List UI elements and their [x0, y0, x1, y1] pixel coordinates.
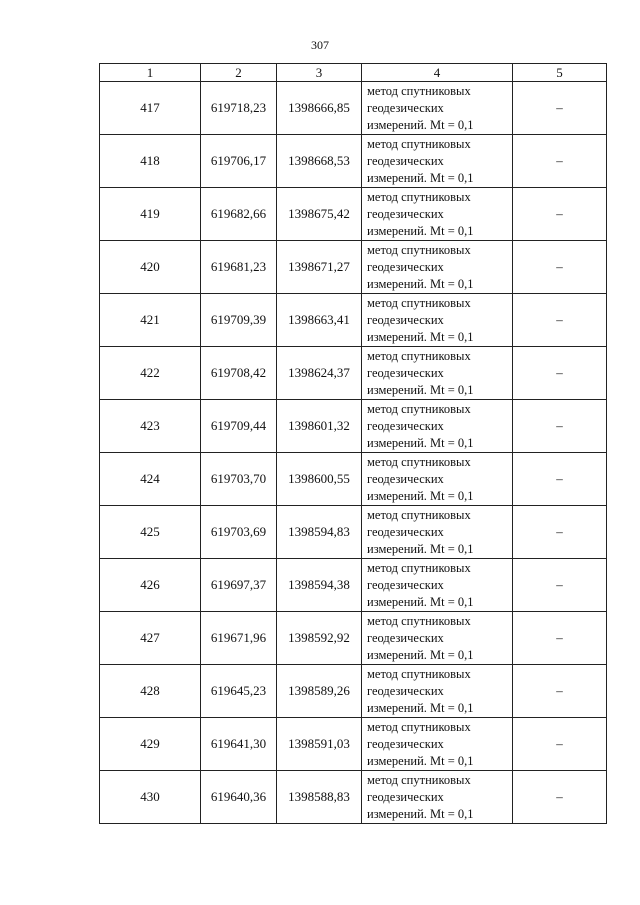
y-coordinate-cell: 1398588,83 — [277, 771, 362, 824]
method-line: геодезических — [367, 312, 444, 327]
description-cell: – — [513, 665, 607, 718]
method-cell — [362, 612, 513, 665]
method-cell — [362, 559, 513, 612]
method-line: геодезических — [367, 736, 444, 751]
description-cell: – — [513, 188, 607, 241]
method-line: метод спутниковых — [367, 83, 471, 98]
method-line: геодезических — [367, 153, 444, 168]
table-row — [100, 135, 607, 188]
method-line: метод спутниковых — [367, 772, 471, 787]
method-line: измерений. Mt = 0,1 — [367, 382, 474, 397]
method-line: измерений. Mt = 0,1 — [367, 753, 474, 768]
point-number-cell: 426 — [100, 559, 201, 612]
y-coordinate-cell: 1398592,92 — [277, 612, 362, 665]
description-cell: – — [513, 347, 607, 400]
method-cell — [362, 718, 513, 771]
method-line: измерений. Mt = 0,1 — [367, 488, 474, 503]
x-coordinate-cell: 619645,23 — [201, 665, 277, 718]
column-header-1: 1 — [100, 64, 201, 82]
x-coordinate-cell: 619697,37 — [201, 559, 277, 612]
method-cell — [362, 135, 513, 188]
point-number-cell: 418 — [100, 135, 201, 188]
description-cell: – — [513, 82, 607, 135]
y-coordinate-cell: 1398594,83 — [277, 506, 362, 559]
method-line: метод спутниковых — [367, 401, 471, 416]
point-number-cell: 420 — [100, 241, 201, 294]
description-cell: – — [513, 400, 607, 453]
method-line: геодезических — [367, 524, 444, 539]
method-line: измерений. Mt = 0,1 — [367, 223, 474, 238]
table-row — [100, 665, 607, 718]
x-coordinate-cell: 619708,42 — [201, 347, 277, 400]
method-line: геодезических — [367, 100, 444, 115]
y-coordinate-cell: 1398591,03 — [277, 718, 362, 771]
method-line: геодезических — [367, 471, 444, 486]
x-coordinate-cell: 619703,69 — [201, 506, 277, 559]
method-line: метод спутниковых — [367, 454, 471, 469]
method-cell — [362, 506, 513, 559]
method-line: измерений. Mt = 0,1 — [367, 170, 474, 185]
point-number-cell: 430 — [100, 771, 201, 824]
description-cell: – — [513, 559, 607, 612]
method-cell — [362, 82, 513, 135]
method-cell — [362, 771, 513, 824]
method-cell — [362, 241, 513, 294]
description-cell: – — [513, 241, 607, 294]
description-cell: – — [513, 135, 607, 188]
x-coordinate-cell: 619718,23 — [201, 82, 277, 135]
coordinates-table — [99, 63, 607, 824]
y-coordinate-cell: 1398594,38 — [277, 559, 362, 612]
method-line: геодезических — [367, 259, 444, 274]
table-row — [100, 506, 607, 559]
method-line: геодезических — [367, 630, 444, 645]
table-header-row — [100, 64, 607, 82]
method-line: измерений. Mt = 0,1 — [367, 117, 474, 132]
point-number-cell: 427 — [100, 612, 201, 665]
x-coordinate-cell: 619709,44 — [201, 400, 277, 453]
method-line: геодезических — [367, 418, 444, 433]
x-coordinate-cell: 619641,30 — [201, 718, 277, 771]
method-line: измерений. Mt = 0,1 — [367, 647, 474, 662]
method-line: геодезических — [367, 789, 444, 804]
y-coordinate-cell: 1398675,42 — [277, 188, 362, 241]
method-line: метод спутниковых — [367, 719, 471, 734]
table-row — [100, 453, 607, 506]
method-line: измерений. Mt = 0,1 — [367, 594, 474, 609]
point-number-cell: 419 — [100, 188, 201, 241]
table-row — [100, 559, 607, 612]
method-line: метод спутниковых — [367, 348, 471, 363]
x-coordinate-cell: 619640,36 — [201, 771, 277, 824]
description-cell: – — [513, 612, 607, 665]
point-number-cell: 428 — [100, 665, 201, 718]
method-line: метод спутниковых — [367, 242, 471, 257]
method-line: метод спутниковых — [367, 507, 471, 522]
point-number-cell: 417 — [100, 82, 201, 135]
method-line: измерений. Mt = 0,1 — [367, 329, 474, 344]
table-row — [100, 347, 607, 400]
description-cell: – — [513, 294, 607, 347]
x-coordinate-cell: 619671,96 — [201, 612, 277, 665]
method-line: геодезических — [367, 683, 444, 698]
method-line: метод спутниковых — [367, 136, 471, 151]
method-cell — [362, 665, 513, 718]
method-cell — [362, 347, 513, 400]
description-cell: – — [513, 718, 607, 771]
description-cell: – — [513, 771, 607, 824]
method-line: геодезических — [367, 206, 444, 221]
point-number-cell: 422 — [100, 347, 201, 400]
y-coordinate-cell: 1398671,27 — [277, 241, 362, 294]
table-row — [100, 400, 607, 453]
x-coordinate-cell: 619706,17 — [201, 135, 277, 188]
method-cell — [362, 453, 513, 506]
x-coordinate-cell: 619682,66 — [201, 188, 277, 241]
description-cell: – — [513, 453, 607, 506]
table-row — [100, 188, 607, 241]
method-cell — [362, 188, 513, 241]
column-header-3: 3 — [277, 64, 362, 82]
y-coordinate-cell: 1398600,55 — [277, 453, 362, 506]
x-coordinate-cell: 619709,39 — [201, 294, 277, 347]
table-row — [100, 241, 607, 294]
method-line: измерений. Mt = 0,1 — [367, 806, 474, 821]
column-header-2: 2 — [201, 64, 277, 82]
table-row — [100, 294, 607, 347]
x-coordinate-cell: 619681,23 — [201, 241, 277, 294]
table-row — [100, 82, 607, 135]
method-line: измерений. Mt = 0,1 — [367, 435, 474, 450]
method-line: измерений. Mt = 0,1 — [367, 541, 474, 556]
description-cell: – — [513, 506, 607, 559]
x-coordinate-cell: 619703,70 — [201, 453, 277, 506]
method-line: измерений. Mt = 0,1 — [367, 700, 474, 715]
y-coordinate-cell: 1398668,53 — [277, 135, 362, 188]
point-number-cell: 424 — [100, 453, 201, 506]
method-line: метод спутниковых — [367, 666, 471, 681]
method-line: геодезических — [367, 577, 444, 592]
method-line: метод спутниковых — [367, 560, 471, 575]
method-cell — [362, 400, 513, 453]
y-coordinate-cell: 1398666,85 — [277, 82, 362, 135]
method-line: измерений. Mt = 0,1 — [367, 276, 474, 291]
y-coordinate-cell: 1398601,32 — [277, 400, 362, 453]
method-line: метод спутниковых — [367, 613, 471, 628]
column-header-4: 4 — [362, 64, 513, 82]
column-header-5: 5 — [513, 64, 607, 82]
point-number-cell: 423 — [100, 400, 201, 453]
method-line: геодезических — [367, 365, 444, 380]
table-row — [100, 718, 607, 771]
page-number: 307 — [311, 38, 329, 52]
y-coordinate-cell: 1398624,37 — [277, 347, 362, 400]
point-number-cell: 429 — [100, 718, 201, 771]
method-line: метод спутниковых — [367, 189, 471, 204]
method-cell — [362, 294, 513, 347]
table-row — [100, 771, 607, 824]
y-coordinate-cell: 1398589,26 — [277, 665, 362, 718]
table-row — [100, 612, 607, 665]
y-coordinate-cell: 1398663,41 — [277, 294, 362, 347]
point-number-cell: 425 — [100, 506, 201, 559]
point-number-cell: 421 — [100, 294, 201, 347]
method-line: метод спутниковых — [367, 295, 471, 310]
